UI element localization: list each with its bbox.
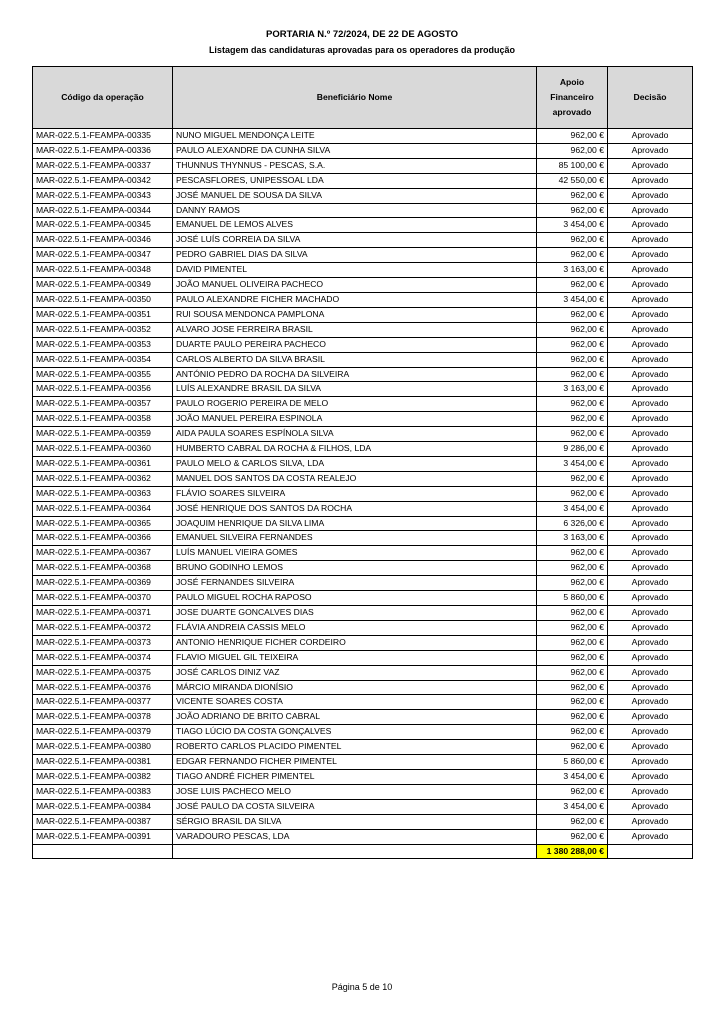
decision: Aprovado [608, 531, 693, 546]
beneficiary-name: TIAGO ANDRÉ FICHER PIMENTEL [173, 769, 537, 784]
decision: Aprovado [608, 769, 693, 784]
approved-amount: 962,00 € [537, 248, 608, 263]
table-row [33, 516, 693, 531]
approved-amount: 962,00 € [537, 546, 608, 561]
table-row [33, 397, 693, 412]
beneficiary-name: THUNNUS THYNNUS - PESCAS, S.A. [173, 158, 537, 173]
beneficiary-name: VICENTE SOARES COSTA [173, 695, 537, 710]
table-row [33, 307, 693, 322]
operation-code: MAR-022.5.1-FEAMPA-00374 [33, 650, 173, 665]
decision: Aprovado [608, 442, 693, 457]
beneficiary-name: DAVID PIMENTEL [173, 263, 537, 278]
decision: Aprovado [608, 278, 693, 293]
operation-code: MAR-022.5.1-FEAMPA-00336 [33, 143, 173, 158]
approved-amount: 962,00 € [537, 650, 608, 665]
operation-code: MAR-022.5.1-FEAMPA-00343 [33, 188, 173, 203]
decision: Aprovado [608, 799, 693, 814]
approved-amount: 962,00 € [537, 710, 608, 725]
table-row [33, 427, 693, 442]
operation-code: MAR-022.5.1-FEAMPA-00382 [33, 769, 173, 784]
beneficiary-name: ALVARO JOSE FERREIRA BRASIL [173, 322, 537, 337]
operation-code: MAR-022.5.1-FEAMPA-00372 [33, 620, 173, 635]
operation-code: MAR-022.5.1-FEAMPA-00380 [33, 740, 173, 755]
total-empty-cell [33, 844, 173, 859]
beneficiary-name: ANTÓNIO PEDRO DA ROCHA DA SILVEIRA [173, 367, 537, 382]
page-number: Página 5 de 10 [331, 982, 393, 992]
decision: Aprovado [608, 218, 693, 233]
operation-code: MAR-022.5.1-FEAMPA-00387 [33, 814, 173, 829]
approved-amount: 3 163,00 € [537, 263, 608, 278]
approved-amount: 962,00 € [537, 471, 608, 486]
table-row [33, 814, 693, 829]
beneficiary-name: DUARTE PAULO PEREIRA PACHECO [173, 337, 537, 352]
operation-code: MAR-022.5.1-FEAMPA-00352 [33, 322, 173, 337]
table-row [33, 784, 693, 799]
operation-code: MAR-022.5.1-FEAMPA-00381 [33, 755, 173, 770]
table-row [33, 829, 693, 844]
table-row [33, 710, 693, 725]
operation-code: MAR-022.5.1-FEAMPA-00379 [33, 725, 173, 740]
approved-amount: 962,00 € [537, 740, 608, 755]
table-row [33, 591, 693, 606]
approved-amount: 962,00 € [537, 680, 608, 695]
approved-amount: 3 454,00 € [537, 769, 608, 784]
table-row [33, 620, 693, 635]
beneficiary-name: PAULO MIGUEL ROCHA RAPOSO [173, 591, 537, 606]
table-row [33, 322, 693, 337]
table-row [33, 531, 693, 546]
operation-code: MAR-022.5.1-FEAMPA-00378 [33, 710, 173, 725]
approved-amount: 962,00 € [537, 486, 608, 501]
decision: Aprovado [608, 784, 693, 799]
decision: Aprovado [608, 412, 693, 427]
table-row [33, 203, 693, 218]
approved-amount: 3 163,00 € [537, 382, 608, 397]
total-empty-cell [173, 844, 537, 859]
approved-amount: 962,00 € [537, 397, 608, 412]
table-row [33, 665, 693, 680]
decision: Aprovado [608, 710, 693, 725]
table-row [33, 576, 693, 591]
table-row [33, 561, 693, 576]
decision: Aprovado [608, 680, 693, 695]
decision: Aprovado [608, 665, 693, 680]
approved-amount: 962,00 € [537, 620, 608, 635]
decision: Aprovado [608, 203, 693, 218]
approved-amount: 962,00 € [537, 427, 608, 442]
operation-code: MAR-022.5.1-FEAMPA-00347 [33, 248, 173, 263]
operation-code: MAR-022.5.1-FEAMPA-00354 [33, 352, 173, 367]
document-subtitle: Listagem das candidaturas aprovadas para os operadores da produção [208, 45, 516, 55]
beneficiary-name: JOÃO ADRIANO DE BRITO CABRAL [173, 710, 537, 725]
operation-code: MAR-022.5.1-FEAMPA-00358 [33, 412, 173, 427]
table-row [33, 725, 693, 740]
operation-code: MAR-022.5.1-FEAMPA-00360 [33, 442, 173, 457]
operation-code: MAR-022.5.1-FEAMPA-00335 [33, 129, 173, 144]
table-row [33, 129, 693, 144]
beneficiary-name: JOSÉ FERNANDES SILVEIRA [173, 576, 537, 591]
operation-code: MAR-022.5.1-FEAMPA-00364 [33, 501, 173, 516]
table-row [33, 352, 693, 367]
operation-code: MAR-022.5.1-FEAMPA-00370 [33, 591, 173, 606]
table-row [33, 740, 693, 755]
decision: Aprovado [608, 129, 693, 144]
decision: Aprovado [608, 322, 693, 337]
table-row [33, 173, 693, 188]
beneficiary-name: JOÃO MANUEL OLIVEIRA PACHECO [173, 278, 537, 293]
table-body [33, 129, 693, 845]
beneficiary-name: MANUEL DOS SANTOS DA COSTA REALEJO [173, 471, 537, 486]
beneficiary-name: JOSÉ LUÍS CORREIA DA SILVA [173, 233, 537, 248]
approved-amount: 962,00 € [537, 203, 608, 218]
operation-code: MAR-022.5.1-FEAMPA-00349 [33, 278, 173, 293]
approved-amount: 962,00 € [537, 278, 608, 293]
decision: Aprovado [608, 337, 693, 352]
decision: Aprovado [608, 292, 693, 307]
table-row [33, 769, 693, 784]
table-row [33, 486, 693, 501]
beneficiary-name: ROBERTO CARLOS PLACIDO PIMENTEL [173, 740, 537, 755]
operation-code: MAR-022.5.1-FEAMPA-00367 [33, 546, 173, 561]
decision: Aprovado [608, 397, 693, 412]
operation-code: MAR-022.5.1-FEAMPA-00384 [33, 799, 173, 814]
beneficiary-name: LUÍS MANUEL VIEIRA GOMES [173, 546, 537, 561]
table-row [33, 292, 693, 307]
beneficiary-name: EMANUEL DE LEMOS ALVES [173, 218, 537, 233]
table-row [33, 367, 693, 382]
table-row [33, 278, 693, 293]
decision: Aprovado [608, 591, 693, 606]
decision: Aprovado [608, 740, 693, 755]
operation-code: MAR-022.5.1-FEAMPA-00361 [33, 456, 173, 471]
operation-code: MAR-022.5.1-FEAMPA-00369 [33, 576, 173, 591]
beneficiary-name: JOSÉ PAULO DA COSTA SILVEIRA [173, 799, 537, 814]
decision: Aprovado [608, 576, 693, 591]
operation-code: MAR-022.5.1-FEAMPA-00391 [33, 829, 173, 844]
operation-code: MAR-022.5.1-FEAMPA-00344 [33, 203, 173, 218]
beneficiary-name: NUNO MIGUEL MENDONÇA LEITE [173, 129, 537, 144]
approved-amount: 962,00 € [537, 695, 608, 710]
table-row [33, 218, 693, 233]
decision: Aprovado [608, 561, 693, 576]
table-header-row [33, 67, 693, 129]
table-row [33, 680, 693, 695]
beneficiary-name: LUÍS ALEXANDRE BRASIL DA SILVA [173, 382, 537, 397]
decision: Aprovado [608, 814, 693, 829]
operation-code: MAR-022.5.1-FEAMPA-00346 [33, 233, 173, 248]
table-row [33, 382, 693, 397]
decision: Aprovado [608, 263, 693, 278]
beneficiary-name: EMANUEL SILVEIRA FERNANDES [173, 531, 537, 546]
total-empty-cell [608, 844, 693, 859]
beneficiary-name: JOÃO MANUEL PEREIRA ESPINOLA [173, 412, 537, 427]
table-row [33, 248, 693, 263]
approved-applications-table [32, 66, 693, 859]
operation-code: MAR-022.5.1-FEAMPA-00355 [33, 367, 173, 382]
approved-amount: 962,00 € [537, 233, 608, 248]
beneficiary-name: CARLOS ALBERTO DA SILVA BRASIL [173, 352, 537, 367]
operation-code: MAR-022.5.1-FEAMPA-00362 [33, 471, 173, 486]
column-header-code: Código da operação [33, 67, 173, 129]
table-row [33, 188, 693, 203]
operation-code: MAR-022.5.1-FEAMPA-00383 [33, 784, 173, 799]
table-row [33, 442, 693, 457]
operation-code: MAR-022.5.1-FEAMPA-00368 [33, 561, 173, 576]
table-row [33, 799, 693, 814]
approved-amount: 5 860,00 € [537, 755, 608, 770]
operation-code: MAR-022.5.1-FEAMPA-00356 [33, 382, 173, 397]
table-row [33, 471, 693, 486]
operation-code: MAR-022.5.1-FEAMPA-00359 [33, 427, 173, 442]
beneficiary-name: JOSE DUARTE GONCALVES DIAS [173, 606, 537, 621]
table-row [33, 650, 693, 665]
beneficiary-name: JOSÉ HENRIQUE DOS SANTOS DA ROCHA [173, 501, 537, 516]
table-row [33, 606, 693, 621]
approved-amount: 962,00 € [537, 307, 608, 322]
decision: Aprovado [608, 427, 693, 442]
decision: Aprovado [608, 307, 693, 322]
operation-code: MAR-022.5.1-FEAMPA-00363 [33, 486, 173, 501]
total-amount: 1 380 288,00 € [537, 844, 608, 859]
beneficiary-name: DANNY RAMOS [173, 203, 537, 218]
beneficiary-name: JOAQUIM HENRIQUE DA SILVA LIMA [173, 516, 537, 531]
operation-code: MAR-022.5.1-FEAMPA-00375 [33, 665, 173, 680]
beneficiary-name: JOSÉ CARLOS DINIZ VAZ [173, 665, 537, 680]
decision: Aprovado [608, 620, 693, 635]
approved-amount: 962,00 € [537, 337, 608, 352]
beneficiary-name: VARADOURO PESCAS, LDA [173, 829, 537, 844]
decision: Aprovado [608, 546, 693, 561]
table-row [33, 233, 693, 248]
approved-amount: 3 163,00 € [537, 531, 608, 546]
beneficiary-name: JOSÉ MANUEL DE SOUSA DA SILVA [173, 188, 537, 203]
operation-code: MAR-022.5.1-FEAMPA-00373 [33, 635, 173, 650]
decision: Aprovado [608, 456, 693, 471]
operation-code: MAR-022.5.1-FEAMPA-00342 [33, 173, 173, 188]
table-row [33, 143, 693, 158]
decision: Aprovado [608, 829, 693, 844]
decision: Aprovado [608, 248, 693, 263]
approved-amount: 5 860,00 € [537, 591, 608, 606]
approved-amount: 962,00 € [537, 576, 608, 591]
approved-amount: 962,00 € [537, 412, 608, 427]
operation-code: MAR-022.5.1-FEAMPA-00353 [33, 337, 173, 352]
table-row [33, 501, 693, 516]
beneficiary-name: EDGAR FERNANDO FICHER PIMENTEL [173, 755, 537, 770]
approved-amount: 42 550,00 € [537, 173, 608, 188]
column-header-beneficiary: Beneficiário Nome [173, 67, 537, 129]
decision: Aprovado [608, 755, 693, 770]
table-row [33, 263, 693, 278]
operation-code: MAR-022.5.1-FEAMPA-00348 [33, 263, 173, 278]
decision: Aprovado [608, 650, 693, 665]
beneficiary-name: SÉRGIO BRASIL DA SILVA [173, 814, 537, 829]
table-row [33, 695, 693, 710]
beneficiary-name: PAULO ALEXANDRE FICHER MACHADO [173, 292, 537, 307]
approved-amount: 962,00 € [537, 606, 608, 621]
approved-amount: 3 454,00 € [537, 292, 608, 307]
table-row [33, 456, 693, 471]
approved-amount: 6 326,00 € [537, 516, 608, 531]
approved-amount: 962,00 € [537, 829, 608, 844]
approved-amount: 962,00 € [537, 784, 608, 799]
approved-amount: 3 454,00 € [537, 456, 608, 471]
beneficiary-name: AIDA PAULA SOARES ESPÍNOLA SILVA [173, 427, 537, 442]
beneficiary-name: FLAVIO MIGUEL GIL TEIXEIRA [173, 650, 537, 665]
approved-amount: 962,00 € [537, 561, 608, 576]
decision: Aprovado [608, 233, 693, 248]
decision: Aprovado [608, 635, 693, 650]
operation-code: MAR-022.5.1-FEAMPA-00345 [33, 218, 173, 233]
beneficiary-name: TIAGO LÚCIO DA COSTA GONÇALVES [173, 725, 537, 740]
approved-amount: 962,00 € [537, 129, 608, 144]
total-row [33, 844, 693, 859]
decision: Aprovado [608, 173, 693, 188]
approved-amount: 962,00 € [537, 725, 608, 740]
approved-amount: 962,00 € [537, 143, 608, 158]
table-row [33, 755, 693, 770]
approved-amount: 3 454,00 € [537, 799, 608, 814]
beneficiary-name: FLÁVIO SOARES SILVEIRA [173, 486, 537, 501]
decision: Aprovado [608, 367, 693, 382]
decision: Aprovado [608, 143, 693, 158]
approved-amount: 962,00 € [537, 367, 608, 382]
decision: Aprovado [608, 695, 693, 710]
beneficiary-name: JOSE LUIS PACHECO MELO [173, 784, 537, 799]
approved-amount: 9 286,00 € [537, 442, 608, 457]
decision: Aprovado [608, 725, 693, 740]
beneficiary-name: PEDRO GABRIEL DIAS DA SILVA [173, 248, 537, 263]
approved-amount: 962,00 € [537, 352, 608, 367]
operation-code: MAR-022.5.1-FEAMPA-00376 [33, 680, 173, 695]
beneficiary-name: MÁRCIO MIRANDA DIONÍSIO [173, 680, 537, 695]
beneficiary-name: HUMBERTO CABRAL DA ROCHA & FILHOS, LDA [173, 442, 537, 457]
decision: Aprovado [608, 516, 693, 531]
beneficiary-name: PAULO ALEXANDRE DA CUNHA SILVA [173, 143, 537, 158]
approved-amount: 962,00 € [537, 322, 608, 337]
decision: Aprovado [608, 352, 693, 367]
approved-amount: 3 454,00 € [537, 501, 608, 516]
beneficiary-name: ANTONIO HENRIQUE FICHER CORDEIRO [173, 635, 537, 650]
approved-amount: 962,00 € [537, 188, 608, 203]
column-header-decision: Decisão [608, 67, 693, 129]
beneficiary-name: RUI SOUSA MENDONCA PAMPLONA [173, 307, 537, 322]
operation-code: MAR-022.5.1-FEAMPA-00337 [33, 158, 173, 173]
beneficiary-name: PAULO MELO & CARLOS SILVA, LDA [173, 456, 537, 471]
operation-code: MAR-022.5.1-FEAMPA-00365 [33, 516, 173, 531]
beneficiary-name: FLÁVIA ANDREIA CASSIS MELO [173, 620, 537, 635]
approved-amount: 962,00 € [537, 814, 608, 829]
operation-code: MAR-022.5.1-FEAMPA-00377 [33, 695, 173, 710]
document-title: PORTARIA N.º 72/2024, DE 22 DE AGOSTO [266, 29, 458, 40]
decision: Aprovado [608, 158, 693, 173]
approved-amount: 3 454,00 € [537, 218, 608, 233]
decision: Aprovado [608, 486, 693, 501]
approved-amount: 962,00 € [537, 665, 608, 680]
beneficiary-name: BRUNO GODINHO LEMOS [173, 561, 537, 576]
approved-amount: 85 100,00 € [537, 158, 608, 173]
decision: Aprovado [608, 471, 693, 486]
table-row [33, 158, 693, 173]
table-row [33, 635, 693, 650]
operation-code: MAR-022.5.1-FEAMPA-00357 [33, 397, 173, 412]
operation-code: MAR-022.5.1-FEAMPA-00350 [33, 292, 173, 307]
beneficiary-name: PAULO ROGERIO PEREIRA DE MELO [173, 397, 537, 412]
decision: Aprovado [608, 188, 693, 203]
beneficiary-name: PESCASFLORES, UNIPESSOAL LDA [173, 173, 537, 188]
operation-code: MAR-022.5.1-FEAMPA-00366 [33, 531, 173, 546]
table-row [33, 412, 693, 427]
decision: Aprovado [608, 501, 693, 516]
approved-amount: 962,00 € [537, 635, 608, 650]
decision: Aprovado [608, 606, 693, 621]
operation-code: MAR-022.5.1-FEAMPA-00371 [33, 606, 173, 621]
table-row [33, 546, 693, 561]
operation-code: MAR-022.5.1-FEAMPA-00351 [33, 307, 173, 322]
table-row [33, 337, 693, 352]
column-header-amount: Apoio Financeiro aprovado [537, 67, 608, 129]
decision: Aprovado [608, 382, 693, 397]
